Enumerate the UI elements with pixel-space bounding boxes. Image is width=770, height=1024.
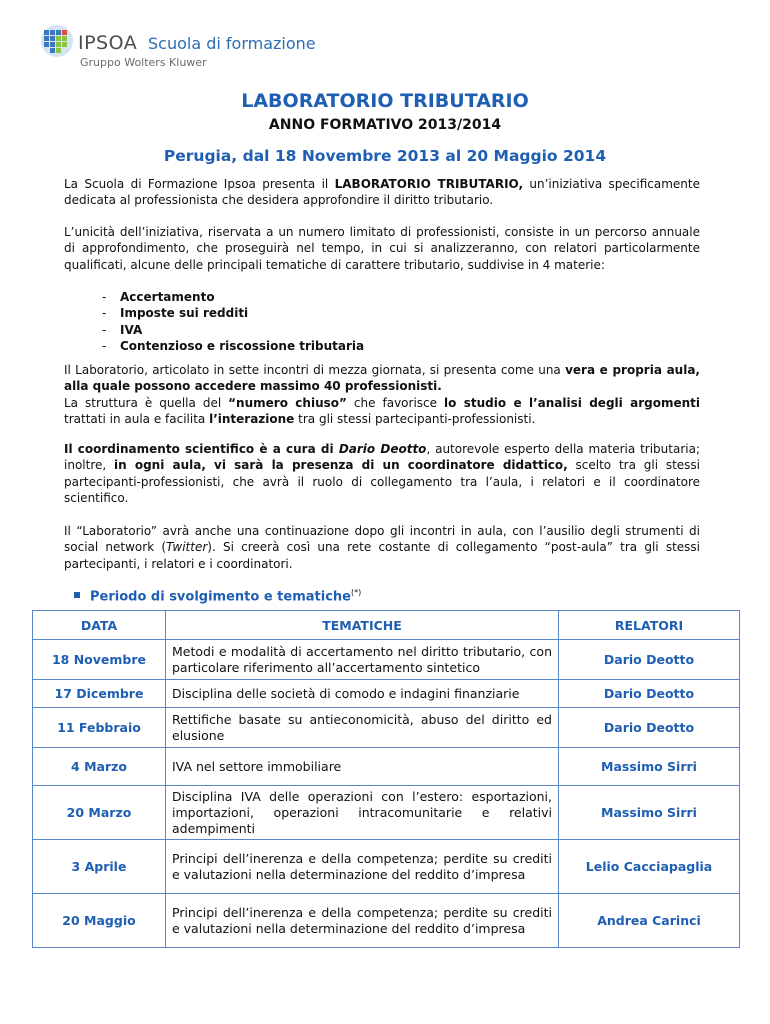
table-header-row [33,611,740,640]
header-date: DATA [33,611,166,640]
row-date: 20 Marzo [33,786,166,840]
coordination-paragraph: Il coordinamento scientifico è a cura di Dario Deotto, autorevole esperto della materia tributaria; inoltre, in ogni aula, vi sarà la presenza di un coordinatore didattico, scelto tra gli stessi partecipanti-professionisti, che avrà il ruolo di collegamento tra l’aula, i relatori e il coordinatore scientifico. [64,442,701,505]
document-title: LABORATORIO TRIBUTARIO [241,90,529,112]
row-date: 4 Marzo [33,748,166,786]
section-heading: Periodo di svolgimento e tematiche(*) [74,588,361,604]
subjects-list [102,289,364,354]
row-date: 3 Aprile [33,840,166,894]
row-topic: Disciplina delle società di comodo e indagini finanziarie [166,680,559,708]
logo-group: Gruppo Wolters Kluwer [80,56,207,69]
row-speaker: Dario Deotto [559,640,740,680]
ipsoa-logo [40,22,340,72]
table-row [33,680,740,708]
row-speaker: Lelio Cacciapaglia [559,840,740,894]
schedule-table [32,610,740,948]
row-speaker: Dario Deotto [559,680,740,708]
table-row [33,640,740,680]
row-topic: Rettifiche basate su antieconomicità, abuso del diritto ed elusione [166,708,559,748]
description-paragraph: L’unicità dell’iniziativa, riservata a un numero limitato di professionisti, consiste in un percorso annuale di approfondimento, che proseguirà nel tempo, in cui si analizzeranno, con relatori particolarmente qualificati, alcune delle principali tematiche di carattere tributario, suddivise in 4 materie: [64,225,700,272]
row-date: 18 Novembre [33,640,166,680]
list-item: - Contenzioso e riscossione tributaria [102,338,365,353]
row-topic: Principi dell’inerenza e della competenza; perdite su crediti e valutazioni nella determinazione del reddito d’impresa [166,840,559,894]
row-speaker: Massimo Sirri [559,748,740,786]
row-date: 11 Febbraio [33,708,166,748]
list-item: - Accertamento [102,290,215,304]
square-bullet-icon [74,592,80,598]
location-dates: Perugia, dal 18 Novembre 2013 al 20 Maggio 2014 [163,147,607,165]
social-paragraph: Il “Laboratorio” avrà anche una continuazione dopo gli incontri in aula, con l’ausilio degli strumenti di social network (Twitter). Si creerà così una rete costante di collegamento “post-aula” tra gli stessi partecipanti, i relatori e i coordinatori. [64,524,700,571]
header-speakers: RELATORI [559,611,740,640]
row-date: 17 Dicembre [33,680,166,708]
list-item: - IVA [102,322,143,337]
table-row [33,786,740,840]
row-topic: Metodi e modalità di accertamento nel diritto tributario, con particolare riferimento all’accertamento sintetico [166,640,559,680]
logo-school: Scuola di formazione [148,34,316,53]
row-topic: Disciplina IVA delle operazioni con l’estero: esportazioni, importazioni, operazioni intracomunitarie e relativi adempimenti [166,786,559,840]
row-topic: IVA nel settore immobiliare [166,748,559,786]
table-row [33,894,740,948]
list-item: - Imposte sui redditi [102,306,249,321]
table-row [33,708,740,748]
row-date: 20 Maggio [33,894,166,948]
table-row [33,840,740,894]
structure-paragraph: Il Laboratorio, articolato in sette incontri di mezza giornata, si presenta come una vera e propria aula, alla quale possono accedere massimo 40 professionisti. La struttura è quella del “numero chiuso” che favorisce lo studio e l’analisi degli argomenti trattati in aula e facilita l’interazione tra gli stessi partecipanti-professionisti. [64,363,701,426]
table-row [33,748,740,786]
document-subtitle: ANNO FORMATIVO 2013/2014 [268,117,502,133]
intro-paragraph: La Scuola di Formazione Ipsoa presenta il LABORATORIO TRIBUTARIO, un’iniziativa specificamente dedicata al professionista che desidera approfondire il diritto tributario. [64,177,700,208]
logo-brand: IPSOA [78,32,138,54]
ipsoa-globe-icon [40,24,74,58]
header-topics: TEMATICHE [166,611,559,640]
row-speaker: Andrea Carinci [559,894,740,948]
row-speaker: Massimo Sirri [559,786,740,840]
row-speaker: Dario Deotto [559,708,740,748]
row-topic: Principi dell’inerenza e della competenza; perdite su crediti e valutazioni nella determinazione del reddito d’impresa [166,894,559,948]
